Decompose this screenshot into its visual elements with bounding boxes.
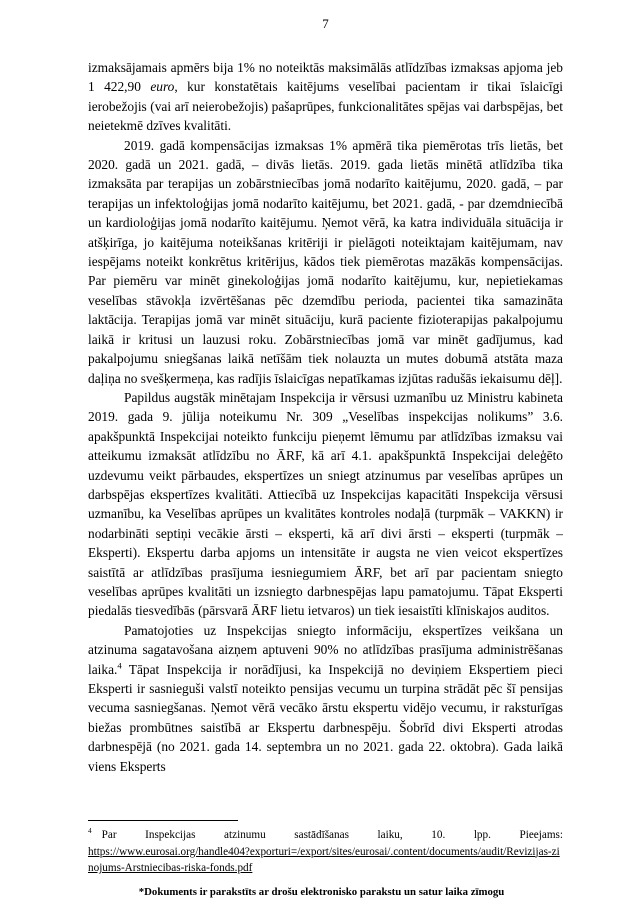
paragraph: Pamatojoties uz Inspekcijas sniegto informāciju, ekspertīzes veikšana un atzinuma sagatavošana aizņem aptuveni 90% no atlīdzības prasījuma administrēšanas laika.$^4$ Tāpat Inspekcija ir norādījusi, ka Inspekcijā no deviņiem Ekspertiem pieci Eksperti ir sasnieguši valstī noteikto pensijas vecumu un turpina strādāt pēc šī pensijas vecuma sasniegšanas. Ņemot vērā vecāko ārstu ekspertu vidējo vecumu, ir raksturīgas biežas prombūtnes saistībā ar Ekspertu darbnespēju. Šobrīd divi Eksperti atrodas darbnespējā (no 2021. gada 14. septembra un no 2021. gada 22. oktobra). Gada laikā viens Eksperts xyxy=(88,622,563,774)
paragraph: 2019. gadā kompensācijas izmaksas 1% apmērā tika piemērotas trīs lietās, bet 2020. gadā un 2021. gadā, – divās lietās. 2019. gada lietās minētā atlīdzība tika izmaksāta par terapijas un zobārstniecības jomā nodarīto kaitējumu, 2020. gadā, – par terapijas un infektoloģijas jomā nodarīto kaitējumu, bet 2021. gadā, - par dzemdniecībā un kardioloģijas jomā nodarīto kaitējumu. Ņemot vērā, ka katra individuāla situācija ir atšķirīga, jo kaitējuma noteikšanas kritēriji ir pielāgoti noteiktajam kaitējumam, nav iespējams noteikt konkrētus kritērijus, kādos tiek piemērotas mazākās kompensācijas. Par piemēru var minēt ginekoloģijas jomā nodarīto kaitējumu, kur, nepietiekamas veselības stāvokļa izvērtēšanas pēc dzemdību perioda, pacientei tika samazināta laktācija. Terapijas jomā var minēt situāciju, kurā paciente fizioterapijas pakalpojumu laikā ir kritusi un lauzusi roku. Zobārstniecības jomā var minēt gadījumus, kad pakalpojumu sniegšanas laikā netīšām tiek nolauzta un mutes dobumā atstāta maza daļiņa no svešķermeņa, kas radījis īslaicīgas nepatīkamas izjūtas radušās iekaisumu dēļ]. xyxy=(88,137,563,386)
page-number: 7 xyxy=(322,16,329,31)
footnote-text: Par Inspekcijas atzinumu sastādīšanas laiku, 10. lpp. Pieejams: xyxy=(101,829,563,841)
paragraph: izmaksājamais apmērs bija 1% no noteiktās maksimālās atlīdzības izmaksas apjoma jeb 1 422,90 euro, kur konstatētais kaitējums veselībai pacientam ir tikai īslaicīgi ierobežojis (vai arī neierobežojis) pašaprūpes, funkcionalitātes spējas vai darbspējas, bet neietekmē dzīves kvalitāti. xyxy=(88,60,563,134)
signature-note: *Dokuments ir parakstīts ar drošu elektronisko parakstu un satur laika zīmogu xyxy=(138,886,505,898)
paragraph: Papildus augstāk minētajam Inspekcija ir vērsusi uzmanību uz Ministru kabineta 2019. gada 9. jūlija noteikumu Nr. 309 „Veselības inspekcijas nolikums” 3.6. apakšpunktā Inspekcijai noteikto funkciju pieņemt lēmumu par atlīdzības izmaksu vai atteikumu izmaksāt atlīdzību no ĀRF, kā arī 4.1. apakšpunktā Inspekcijai deleģēto uzdevumu veikt pārbaudes, ekspertīzes un sniegt atzinumus par veselības aprūpes un darbspējas ekspertīzes kvalitāti. Attiecībā uz Inspekcijas kapacitāti Inspekcija vērsusi uzmanību, ka Veselības aprūpes un kvalitātes kontroles nodaļā (turpmāk – VAKKN) ir nodarbināti septiņi vecākie ārsti – eksperti, kā arī divi ārsti – eksperti (turpmāk – Eksperti). Ekspertu darba apjoms un intensitāte ir augsta ne vien veicot ekspertīzes saistītā ar atlīdzības prasījuma iesniegumiem ĀRF, bet arī par pacientam sniegto veselības aprūpes kvalitāti un izsniegto darbnespējas lapu pamatojumu. Tāpat Eksperti piedalās tiesvedībās (pārsvarā ĀRF lietu ietvaros) un tiek iesaistīti klīniskajos auditos. xyxy=(88,389,563,619)
footnote xyxy=(88,827,563,877)
footnote-separator xyxy=(88,820,238,821)
footnote-area xyxy=(88,820,563,877)
footnote-link[interactable]: https://www.eurosai.org/handle404?exporturi=/export/sites/eurosai/.content/documents/audit/Revizijas-zinojums-Arstniecibas-riska-fonds.pdf xyxy=(88,845,560,874)
footnote-marker: 4 xyxy=(88,827,92,836)
body-text xyxy=(88,58,563,776)
